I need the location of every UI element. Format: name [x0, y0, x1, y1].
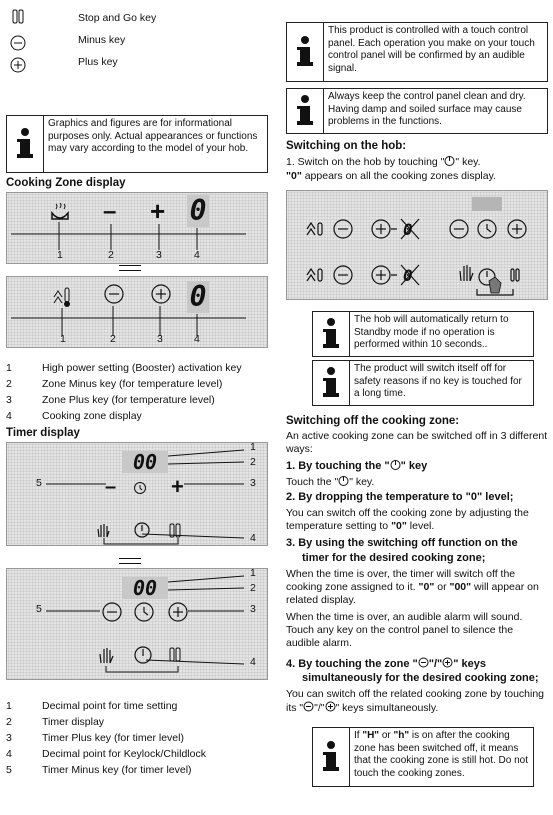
power-icon: [390, 459, 401, 470]
callout-4: 4: [194, 249, 200, 261]
callout-2: 2: [108, 249, 114, 261]
plus-icon: [11, 58, 25, 72]
timer-callout-lines-top: [6, 442, 268, 552]
info-icon: [313, 312, 350, 356]
minus-icon: –: [103, 198, 117, 225]
timer-display-shade: [472, 197, 502, 211]
info-box-graphics: [6, 115, 268, 173]
zone-digit: 0: [403, 266, 413, 285]
switch-off-step1-title: 1. By touching the " " key: [286, 460, 428, 472]
info-box-clean: [286, 88, 548, 134]
switch-off-step2-title: 2. By dropping the temperature to "0" level;: [286, 491, 514, 503]
hob-control-panel: [286, 190, 548, 300]
info-text: The product will switch itself off for safety reasons if no key is touched for a long time.: [354, 363, 522, 399]
callout-3: 3: [157, 333, 163, 345]
switch-off-title: Switching off the cooking zone:: [286, 415, 460, 427]
info-text: Always keep the control panel clean and dry. Having damp and soiled surface may cause problems in the functions.: [328, 91, 526, 127]
switch-off-step4-title: 4. By touching the zone " "/" " keys: [286, 658, 486, 670]
power-icon: [444, 155, 455, 166]
timer-digit-display: 00: [122, 577, 168, 599]
switch-off-intro: An active cooking zone can be switched off in 3 different ways:: [286, 430, 548, 456]
switch-off-step3-text: When the time is over, the timer will switch off the cooking zone assigned to it. "0" or "00" will appear on related display.: [286, 568, 539, 607]
callout-1: 1: [60, 333, 66, 345]
info-icon: [7, 116, 44, 172]
switch-on-step1: 1. Switch on the hob by touching " " key.: [286, 156, 481, 168]
info-icon: [313, 361, 350, 405]
callout-1: 1: [57, 249, 63, 261]
info-icon: [287, 89, 324, 133]
finger-icon: [489, 277, 501, 293]
callout-5: 5: [36, 477, 42, 489]
switch-on-zero: "0" appears on all the cooking zones display.: [286, 170, 496, 182]
info-icon: [287, 23, 324, 81]
callout-1: 1: [250, 441, 256, 453]
minus-icon: [418, 657, 429, 668]
plus-icon: +: [150, 196, 166, 226]
callout-4: 4: [194, 333, 200, 345]
equals-divider: [119, 265, 141, 271]
callout-2: 2: [250, 456, 256, 468]
callout-1: 1: [250, 567, 256, 579]
legend-plus-label: Plus key: [78, 56, 118, 68]
callout-4: 4: [250, 532, 256, 544]
switch-off-step3-title: 3. By using the switching off function on the: [286, 537, 518, 549]
legend-stop-label: Stop and Go key: [78, 12, 157, 24]
legend-minus-label: Minus key: [78, 34, 126, 46]
minus-icon: [11, 36, 25, 50]
callout-2: 2: [250, 582, 256, 594]
info-text: This product is controlled with a touch control panel. Each operation you make on your touch control panel will be confirmed by an audible signal.: [328, 25, 535, 74]
switch-off-step3-alarm: When the time is over, an audible alarm will sound. Touch any key on the control panel to silence the audible alarm.: [286, 611, 523, 650]
switch-off-step2-text: You can switch off the cooking zone by adjusting the temperature setting to "0" level.: [286, 507, 529, 533]
switch-off-step4-title-2: simultaneously for the desired cooking zone;: [302, 672, 539, 684]
info-text: Graphics and figures are for informational purposes only. Actual appearances or functions may vary according to the model of your hob.: [48, 118, 258, 154]
power-icon: [338, 475, 349, 486]
info-box-touch: [286, 22, 548, 82]
stop-and-go-icon: [13, 10, 23, 23]
cooking-zone-title: Cooking Zone display: [6, 177, 126, 189]
hob-controls: [301, 215, 541, 299]
switch-off-step4-text: You can switch off the related cooking zone by touching its " "/" " keys simultaneously.: [286, 688, 545, 715]
timer-callout-lines-bottom: [6, 568, 268, 683]
plus-icon: +: [171, 474, 184, 499]
equals-divider: [119, 558, 141, 564]
info-text: If "H" or "h" is on after the cooking zone has been switched off, it means that the cooking zone is still hot. Do not touch the cooking zones.: [354, 730, 528, 779]
switch-off-step1-text: Touch the " " key.: [286, 476, 375, 488]
callout-3: 3: [156, 249, 162, 261]
minus-icon: [303, 701, 314, 712]
callout-3: 3: [250, 603, 256, 615]
callout-lines-top: [6, 192, 268, 264]
timer-digit-display: 00: [122, 451, 168, 473]
plus-icon: [325, 701, 336, 712]
info-box-standby: [312, 311, 534, 357]
switch-off-step3-title-2: timer for the desired cooking zone;: [302, 552, 486, 564]
callout-3: 3: [250, 477, 256, 489]
zone-digit: 0: [403, 220, 413, 239]
info-box-safety: [312, 360, 534, 406]
minus-icon: –: [105, 476, 117, 498]
callout-2: 2: [110, 333, 116, 345]
info-text: The hob will automatically return to Standby mode if no operation is performed within 10 seconds..: [354, 314, 509, 350]
zone-digit-display: 0: [187, 195, 209, 227]
timer-title: Timer display: [6, 427, 80, 439]
plus-icon: [442, 657, 453, 668]
callout-5: 5: [36, 603, 42, 615]
callout-lines-bottom: [6, 276, 268, 348]
info-box-hot: [312, 727, 534, 787]
info-icon: [313, 728, 350, 786]
switch-on-title: Switching on the hob:: [286, 140, 407, 152]
zone-digit-display: 0: [187, 281, 209, 313]
legend-icons: [10, 8, 28, 76]
callout-4: 4: [250, 656, 256, 668]
